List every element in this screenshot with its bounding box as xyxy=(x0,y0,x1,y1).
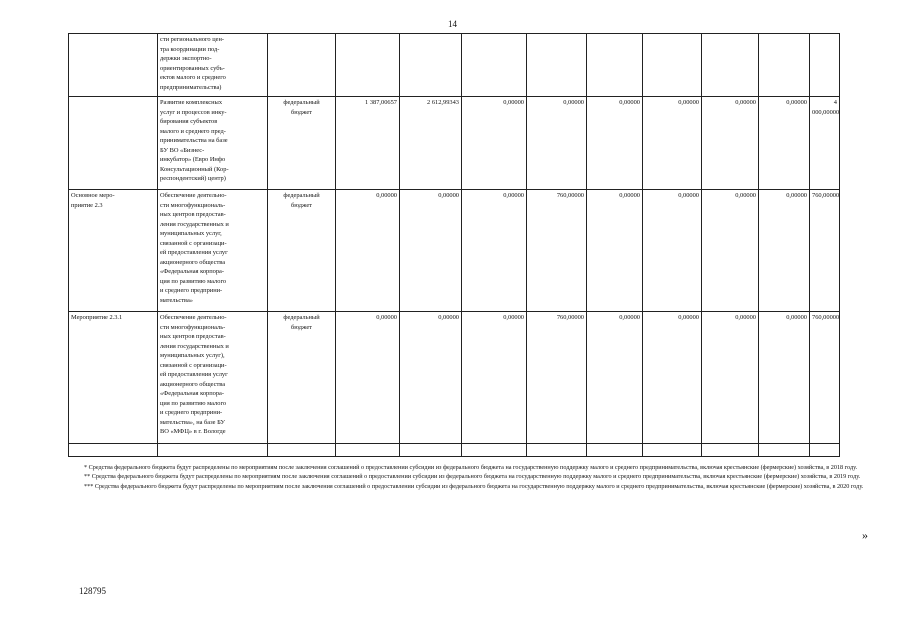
amount-cell xyxy=(643,444,702,457)
amount-cell xyxy=(810,444,840,457)
amount-cell: 760,00000 xyxy=(527,190,587,312)
amount-cell: 0,00000 xyxy=(462,312,527,444)
amount-cell xyxy=(527,34,587,97)
measure-description-cell: Обеспечение деятельно- сти многофункциональ- ных центров предостав- ления государственных и муниципальных услуг), связанной с организаци- ей предоставления услуг акционерного общества «Федеральная корпора- ция по развитию малого и среднего предприни- мательства», на базе БУ ВО «МФЦ» в г. Вологде xyxy=(158,312,268,444)
amount-cell: 0,00000 xyxy=(527,97,587,190)
footnotes xyxy=(84,463,874,491)
funding-source-cell xyxy=(268,444,336,457)
amount-cell: 0,00000 xyxy=(759,312,810,444)
amount-cell xyxy=(702,34,759,97)
amount-cell xyxy=(400,444,462,457)
table-row xyxy=(69,312,840,444)
footnote-2019: ** Средства федерального бюджета будут распределены по мероприятиям после заключения соглашений о предоставлении субсидии из федерального бюджета на государственную поддержку малого и среднего предпринимательства, включая крестьянские (фермерские) хозяйства, в 2019 году. xyxy=(84,473,861,481)
amount-cell: 0,00000 xyxy=(643,97,702,190)
amount-cell xyxy=(462,34,527,97)
funding-source-cell: федеральный бюджет xyxy=(268,190,336,312)
amount-cell: 0,00000 xyxy=(702,97,759,190)
measure-description-cell: сти регионального цен- тра координации под- держки экспортно- ориентированных субъ- ектов малого и среднего предпринимательства) xyxy=(158,34,268,97)
table-row xyxy=(69,34,840,97)
page-number: 14 xyxy=(448,19,457,29)
amount-cell xyxy=(759,34,810,97)
amount-cell xyxy=(587,34,643,97)
amount-cell xyxy=(759,444,810,457)
measure-name-cell xyxy=(69,444,158,457)
measure-name-cell: Основное меро- приятие 2.3 xyxy=(69,190,158,312)
table-row xyxy=(69,444,840,457)
amount-cell xyxy=(336,444,400,457)
amount-cell: 0,00000 xyxy=(759,97,810,190)
amount-cell xyxy=(336,34,400,97)
table-row xyxy=(69,97,840,190)
amount-cell: 2 612,99343 xyxy=(400,97,462,190)
amount-cell: 0,00000 xyxy=(587,190,643,312)
measure-description-cell: Обеспечение деятельно- сти многофункциональ- ных центров предостав- ления государственных и муниципальных услуг, связанной с организаци- ей предоставления услуг акционерного общества «Федеральная корпора- ция по развитию малого и среднего предприни- мательства» xyxy=(158,190,268,312)
table-row xyxy=(69,190,840,312)
amount-cell: 760,00000 xyxy=(527,312,587,444)
amount-cell: 0,00000 xyxy=(336,312,400,444)
amount-cell: 4 000,00000 xyxy=(810,97,840,190)
amount-cell: 0,00000 xyxy=(759,190,810,312)
footnote-2018: * Средства федерального бюджета будут распределены по мероприятиям после заключения соглашений о предоставлении субсидии из федерального бюджета на государственную поддержку малого и среднего предпринимательства, включая крестьянские (фермерские) хозяйства, в 2018 году. xyxy=(84,464,858,471)
measure-name-cell xyxy=(69,34,158,97)
amount-cell xyxy=(400,34,462,97)
measure-description-cell: Развитие комплексных услуг и процессов инку- бирования субъектов малого и среднего пред- принимательства на базе БУ ВО «Бизнес- инкубатор» (Евро Инфо Консультационный (Кор- респондентский) центр) xyxy=(158,97,268,190)
amount-cell xyxy=(702,444,759,457)
amount-cell: 0,00000 xyxy=(702,190,759,312)
funding-source-cell: федеральный бюджет xyxy=(268,312,336,444)
amount-cell xyxy=(462,444,527,457)
amount-cell: 0,00000 xyxy=(643,312,702,444)
amount-cell: 1 387,00657 xyxy=(336,97,400,190)
amount-cell xyxy=(587,444,643,457)
amount-cell: 0,00000 xyxy=(400,190,462,312)
amount-cell: 0,00000 xyxy=(462,97,527,190)
amount-cell: 760,00000 xyxy=(810,190,840,312)
funding-source-cell: федеральный бюджет xyxy=(268,97,336,190)
amount-cell: 0,00000 xyxy=(462,190,527,312)
document-code: 128795 xyxy=(79,586,106,596)
amount-cell: 0,00000 xyxy=(587,312,643,444)
amount-cell xyxy=(643,34,702,97)
amount-cell: 760,00000 xyxy=(810,312,840,444)
measure-name-cell xyxy=(69,97,158,190)
amount-cell: 0,00000 xyxy=(702,312,759,444)
amount-cell: 0,00000 xyxy=(643,190,702,312)
amount-cell xyxy=(527,444,587,457)
measure-description-cell xyxy=(158,444,268,457)
amount-cell: 0,00000 xyxy=(400,312,462,444)
amount-cell: 0,00000 xyxy=(336,190,400,312)
budget-table xyxy=(68,33,840,457)
closing-quote: » xyxy=(862,528,868,542)
measure-name-cell: Мероприятие 2.3.1 xyxy=(69,312,158,444)
amount-cell: 0,00000 xyxy=(587,97,643,190)
footnote-2020: *** Средства федерального бюджета будут распределены по мероприятиям после заключения соглашений о предоставлении субсидии из федерального бюджета на государственную поддержку малого и среднего предпринимательства, включая крестьянские (фермерские) хозяйства, в 2020 году. xyxy=(84,482,864,490)
amount-cell xyxy=(810,34,840,97)
funding-source-cell xyxy=(268,34,336,97)
